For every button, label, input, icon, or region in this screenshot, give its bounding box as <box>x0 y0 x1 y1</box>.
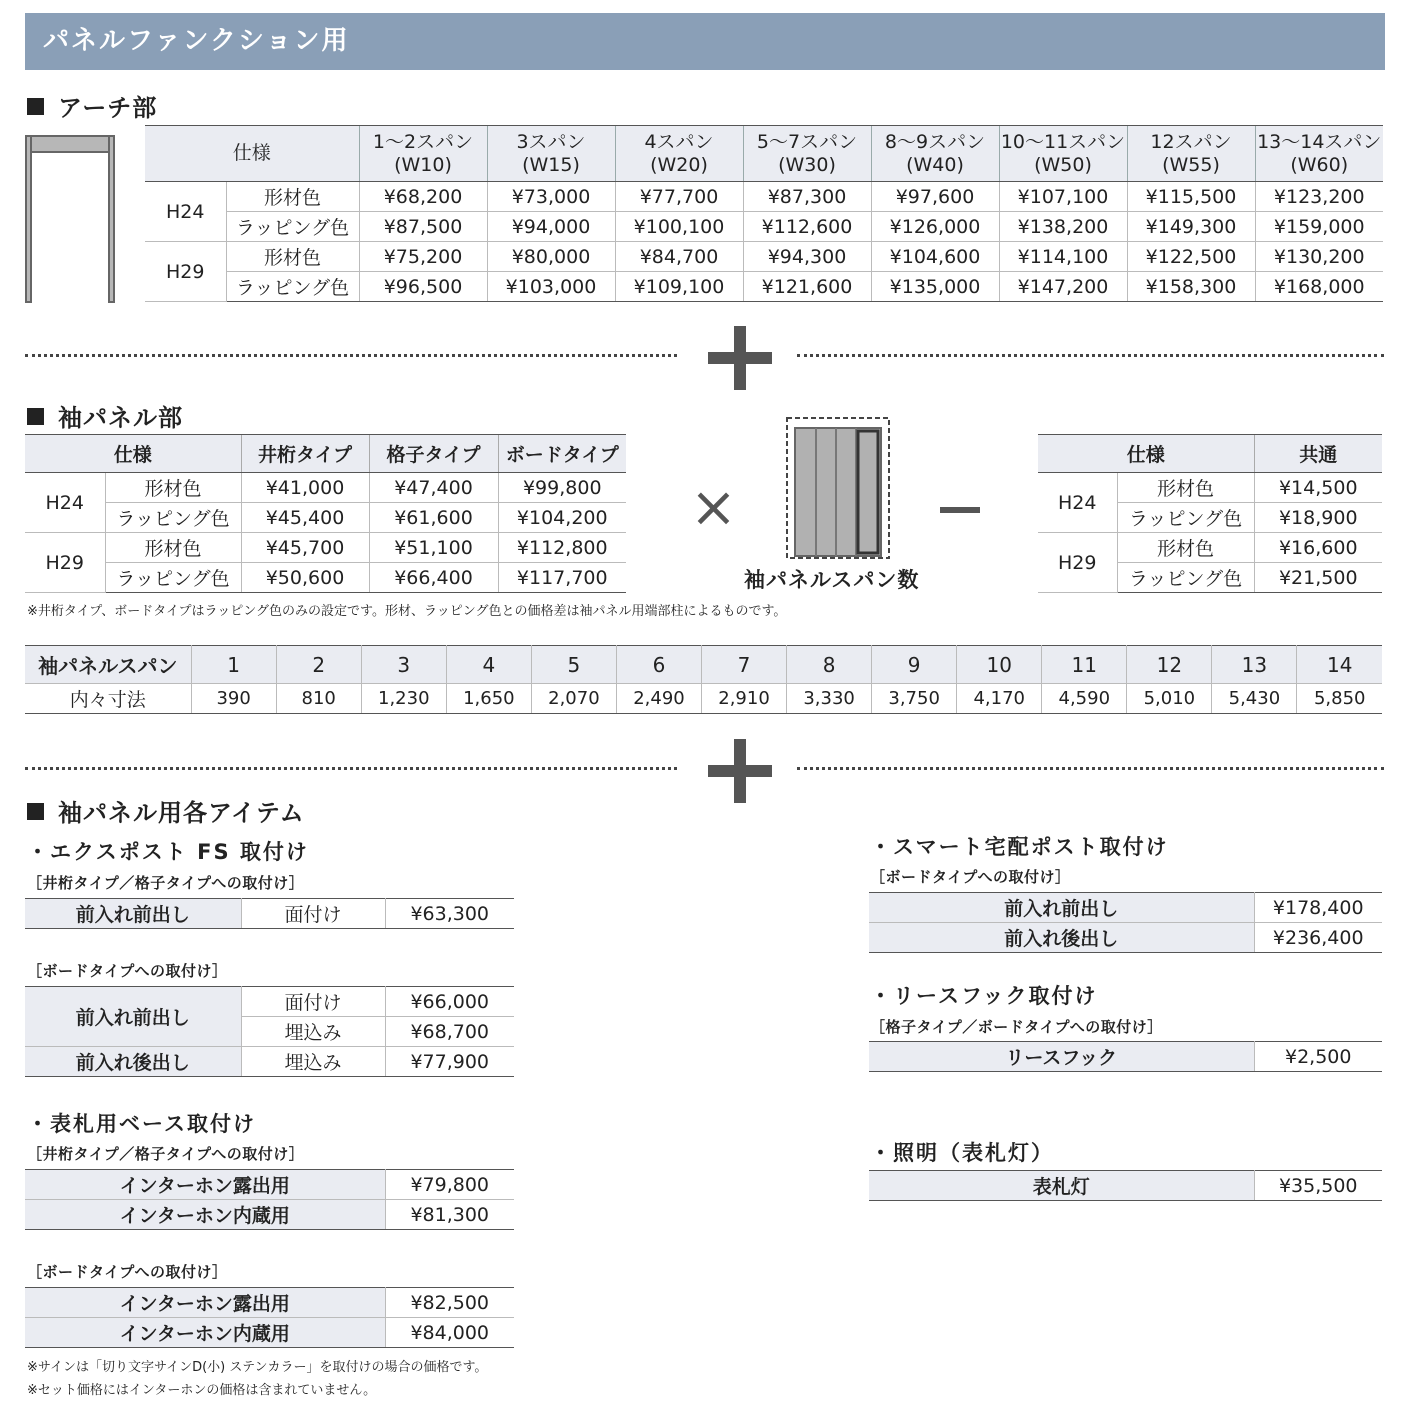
price-cell: ¥94,300 <box>743 242 871 272</box>
color-cell: ラッピング色 <box>105 503 241 533</box>
table-row <box>869 893 1382 923</box>
table-row <box>25 1288 514 1318</box>
dimension-cell: 4,170 <box>957 684 1042 714</box>
square-bullet-icon <box>27 803 44 820</box>
price-cell: ¥115,500 <box>1127 182 1255 212</box>
dimension-cell: 810 <box>276 684 361 714</box>
smart-post-title: ・スマート宅配ポスト取付け <box>870 835 1169 859</box>
arch-heading-text: アーチ部 <box>58 94 158 122</box>
span-cell: 3 <box>361 646 446 684</box>
price-cell: ¥63,300 <box>385 899 514 929</box>
price-cell: ¥87,500 <box>359 212 487 242</box>
spec-header: 仕様 <box>145 126 359 182</box>
span-cell: 8 <box>787 646 872 684</box>
span-cell: 2 <box>276 646 361 684</box>
table-row <box>1038 533 1382 563</box>
item-name-cell: 前入れ前出し <box>25 899 241 929</box>
item-name-cell: リースフック <box>869 1042 1254 1072</box>
table-row <box>25 1170 514 1200</box>
color-cell: 形材色 <box>226 242 359 272</box>
item-name-cell: 前入れ前出し <box>869 893 1254 923</box>
price-cell: ¥117,700 <box>498 563 626 593</box>
price-cell: ¥126,000 <box>871 212 999 242</box>
price-cell: ¥73,000 <box>487 182 615 212</box>
item-name-cell: 前入れ前出し <box>25 987 241 1047</box>
price-cell: ¥121,600 <box>743 272 871 302</box>
expost-b-table <box>25 986 514 1077</box>
mount-cell: 面付け <box>241 899 385 929</box>
nameplate-note: ※サインは「切り文字サインD(小) ステンカラー」を取付けの場合の価格です。 <box>27 1360 488 1375</box>
price-cell: ¥109,100 <box>615 272 743 302</box>
arch-illustration <box>25 134 117 304</box>
sleeve-heading-text: 袖パネル部 <box>58 404 183 432</box>
dotted-divider <box>797 767 1384 770</box>
item-name-cell: インターホン内蔵用 <box>25 1318 385 1348</box>
table-row <box>869 923 1382 953</box>
span-dimension-table <box>25 645 1382 714</box>
span-cell: 7 <box>701 646 786 684</box>
column-header: 3スパン (W15) <box>487 126 615 182</box>
span-cell: 4 <box>446 646 531 684</box>
nameplate-a-label: ［井桁タイプ／格子タイプへの取付け］ <box>27 1145 305 1163</box>
span-cell: 14 <box>1297 646 1382 684</box>
light-title: ・照明（表札灯） <box>870 1141 1054 1165</box>
price-cell: ¥149,300 <box>1127 212 1255 242</box>
item-name-cell: 前入れ後出し <box>869 923 1254 953</box>
dimension-cell: 3,330 <box>787 684 872 714</box>
price-cell: ¥114,100 <box>999 242 1127 272</box>
dimension-cell: 5,010 <box>1127 684 1212 714</box>
expost-a-label: ［井桁タイプ／格子タイプへの取付け］ <box>27 874 305 892</box>
price-cell: ¥122,500 <box>1127 242 1255 272</box>
dimension-cell: 5,430 <box>1212 684 1297 714</box>
price-cell: ¥123,200 <box>1255 182 1383 212</box>
table-header-row <box>25 435 626 473</box>
column-header: 10〜11スパン (W50) <box>999 126 1127 182</box>
price-cell: ¥138,200 <box>999 212 1127 242</box>
color-cell: ラッピング色 <box>1117 563 1254 593</box>
arch-price-table <box>145 125 1383 302</box>
mount-cell: 埋込み <box>241 1047 385 1077</box>
dimension-cell: 3,750 <box>872 684 957 714</box>
multiply-icon: × <box>690 475 737 540</box>
mount-cell: 面付け <box>241 987 385 1017</box>
plus-icon <box>708 739 772 803</box>
span-label: 袖パネルスパン <box>25 646 191 684</box>
square-bullet-icon <box>27 408 44 425</box>
span-cell: 13 <box>1212 646 1297 684</box>
dotted-divider <box>25 354 677 357</box>
price-cell: ¥21,500 <box>1254 563 1382 593</box>
arch-heading <box>27 88 157 123</box>
spec-header: 仕様 <box>1038 435 1254 473</box>
dotted-divider <box>25 767 677 770</box>
price-cell: ¥84,000 <box>385 1318 514 1348</box>
price-cell: ¥75,200 <box>359 242 487 272</box>
dimension-cell: 4,590 <box>1042 684 1127 714</box>
price-cell: ¥79,800 <box>385 1170 514 1200</box>
price-cell: ¥77,700 <box>615 182 743 212</box>
column-header: 8〜9スパン (W40) <box>871 126 999 182</box>
table-row <box>145 212 1383 242</box>
price-cell: ¥66,400 <box>369 563 498 593</box>
dimension-row <box>25 684 1382 714</box>
price-cell: ¥50,600 <box>241 563 369 593</box>
nameplate-b-label: ［ボードタイプへの取付け］ <box>27 1263 228 1281</box>
price-cell: ¥82,500 <box>385 1288 514 1318</box>
dimension-cell: 5,850 <box>1297 684 1382 714</box>
price-cell: ¥96,500 <box>359 272 487 302</box>
column-header: ボードタイプ <box>498 435 626 473</box>
price-cell: ¥99,800 <box>498 473 626 503</box>
wreath-hook-title: ・リースフック取付け <box>870 984 1098 1008</box>
table-row <box>869 1171 1382 1201</box>
height-cell: H29 <box>25 533 105 593</box>
price-cell: ¥68,200 <box>359 182 487 212</box>
color-cell: 形材色 <box>105 533 241 563</box>
column-header: 13〜14スパン (W60) <box>1255 126 1383 182</box>
color-cell: ラッピング色 <box>226 272 359 302</box>
span-cell: 1 <box>191 646 276 684</box>
price-cell: ¥18,900 <box>1254 503 1382 533</box>
price-cell: ¥35,500 <box>1254 1171 1382 1201</box>
price-cell: ¥94,000 <box>487 212 615 242</box>
common-price-table <box>1038 434 1382 593</box>
height-cell: H24 <box>25 473 105 533</box>
spec-header: 仕様 <box>25 435 241 473</box>
price-cell: ¥66,000 <box>385 987 514 1017</box>
color-cell: 形材色 <box>226 182 359 212</box>
item-name-cell: 表札灯 <box>869 1171 1254 1201</box>
span-cell: 10 <box>957 646 1042 684</box>
table-row <box>25 899 514 929</box>
items-heading-text: 袖パネル用各アイテム <box>58 799 305 827</box>
price-cell: ¥104,200 <box>498 503 626 533</box>
price-cell: ¥112,800 <box>498 533 626 563</box>
column-header: 共通 <box>1254 435 1382 473</box>
color-cell: 形材色 <box>1117 533 1254 563</box>
nameplate-note: ※セット価格にはインターホンの価格は含まれていません。 <box>27 1383 377 1398</box>
dimension-cell: 2,910 <box>701 684 786 714</box>
column-header: 5〜7スパン (W30) <box>743 126 871 182</box>
price-cell: ¥68,700 <box>385 1017 514 1047</box>
price-cell: ¥97,600 <box>871 182 999 212</box>
table-row <box>145 182 1383 212</box>
column-header: 12スパン (W55) <box>1127 126 1255 182</box>
table-row <box>25 1200 514 1230</box>
color-cell: ラッピング色 <box>1117 503 1254 533</box>
price-cell: ¥77,900 <box>385 1047 514 1077</box>
price-cell: ¥2,500 <box>1254 1042 1382 1072</box>
color-cell: ラッピング色 <box>105 563 241 593</box>
table-header-row <box>145 126 1383 182</box>
price-cell: ¥87,300 <box>743 182 871 212</box>
table-row <box>25 1047 514 1077</box>
expost-b-label: ［ボードタイプへの取付け］ <box>27 962 228 980</box>
item-name-cell: インターホン露出用 <box>25 1170 385 1200</box>
price-cell: ¥112,600 <box>743 212 871 242</box>
span-cell: 5 <box>531 646 616 684</box>
sleeve-price-table <box>25 434 626 593</box>
light-table <box>869 1170 1382 1201</box>
price-cell: ¥61,600 <box>369 503 498 533</box>
table-row <box>25 473 626 503</box>
expost-title: ・エクスポスト FS 取付け <box>27 840 309 864</box>
color-cell: ラッピング色 <box>226 212 359 242</box>
price-cell: ¥130,200 <box>1255 242 1383 272</box>
color-cell: 形材色 <box>105 473 241 503</box>
item-name-cell: 前入れ後出し <box>25 1047 241 1077</box>
span-cell: 9 <box>872 646 957 684</box>
column-header: 格子タイプ <box>369 435 498 473</box>
table-row <box>25 533 626 563</box>
span-cell: 12 <box>1127 646 1212 684</box>
plus-icon <box>708 326 772 390</box>
dimension-cell: 2,490 <box>616 684 701 714</box>
table-row <box>25 987 514 1017</box>
nameplate-a-table <box>25 1169 514 1230</box>
table-header-row <box>1038 435 1382 473</box>
price-cell: ¥100,100 <box>615 212 743 242</box>
price-cell: ¥51,100 <box>369 533 498 563</box>
item-name-cell: インターホン露出用 <box>25 1288 385 1318</box>
square-bullet-icon <box>27 98 44 115</box>
sleeve-note: ※井桁タイプ、ボードタイプはラッピング色のみの設定です。形材、ラッピング色との価格差は袖パネル用端部柱によるものです。 <box>27 604 787 619</box>
items-heading <box>27 793 305 828</box>
price-cell: ¥107,100 <box>999 182 1127 212</box>
expost-a-table <box>25 898 514 929</box>
price-cell: ¥47,400 <box>369 473 498 503</box>
sleeve-heading <box>27 398 183 433</box>
dimension-cell: 390 <box>191 684 276 714</box>
smart-post-label: ［ボードタイプへの取付け］ <box>870 868 1071 886</box>
span-cell: 6 <box>616 646 701 684</box>
table-row <box>25 503 626 533</box>
dimension-cell: 1,230 <box>361 684 446 714</box>
span-row <box>25 646 1382 684</box>
table-row <box>25 1318 514 1348</box>
table-row <box>1038 473 1382 503</box>
price-cell: ¥104,600 <box>871 242 999 272</box>
dimension-label: 内々寸法 <box>25 684 191 714</box>
item-name-cell: インターホン内蔵用 <box>25 1200 385 1230</box>
table-row <box>869 1042 1382 1072</box>
column-header: 1〜2スパン (W10) <box>359 126 487 182</box>
height-cell: H29 <box>145 242 226 302</box>
color-cell: 形材色 <box>1117 473 1254 503</box>
span-count-caption: 袖パネルスパン数 <box>744 568 920 592</box>
price-cell: ¥80,000 <box>487 242 615 272</box>
nameplate-b-table <box>25 1287 514 1348</box>
price-cell: ¥41,000 <box>241 473 369 503</box>
price-cell: ¥45,700 <box>241 533 369 563</box>
page-title: パネルファンクション用 <box>25 13 1385 70</box>
height-cell: H29 <box>1038 533 1117 593</box>
price-cell: ¥84,700 <box>615 242 743 272</box>
dimension-cell: 1,650 <box>446 684 531 714</box>
minus-icon <box>940 507 980 513</box>
span-cell: 11 <box>1042 646 1127 684</box>
table-row <box>145 272 1383 302</box>
table-row <box>145 242 1383 272</box>
mount-cell: 埋込み <box>241 1017 385 1047</box>
wreath-hook-table <box>869 1041 1382 1072</box>
price-cell: ¥159,000 <box>1255 212 1383 242</box>
sleeve-panel-illustration <box>786 417 890 559</box>
height-cell: H24 <box>145 182 226 242</box>
price-cell: ¥103,000 <box>487 272 615 302</box>
price-cell: ¥135,000 <box>871 272 999 302</box>
nameplate-title: ・表札用ベース取付け <box>27 1112 256 1136</box>
dimension-cell: 2,070 <box>531 684 616 714</box>
dotted-divider <box>797 354 1384 357</box>
price-cell: ¥178,400 <box>1254 893 1382 923</box>
price-cell: ¥147,200 <box>999 272 1127 302</box>
price-cell: ¥45,400 <box>241 503 369 533</box>
height-cell: H24 <box>1038 473 1117 533</box>
table-row <box>25 563 626 593</box>
price-cell: ¥14,500 <box>1254 473 1382 503</box>
price-cell: ¥81,300 <box>385 1200 514 1230</box>
price-cell: ¥168,000 <box>1255 272 1383 302</box>
price-cell: ¥16,600 <box>1254 533 1382 563</box>
price-cell: ¥236,400 <box>1254 923 1382 953</box>
smart-post-table <box>869 892 1382 953</box>
price-cell: ¥158,300 <box>1127 272 1255 302</box>
wreath-hook-label: ［格子タイプ／ボードタイプへの取付け］ <box>870 1018 1163 1036</box>
column-header: 井桁タイプ <box>241 435 369 473</box>
column-header: 4スパン (W20) <box>615 126 743 182</box>
